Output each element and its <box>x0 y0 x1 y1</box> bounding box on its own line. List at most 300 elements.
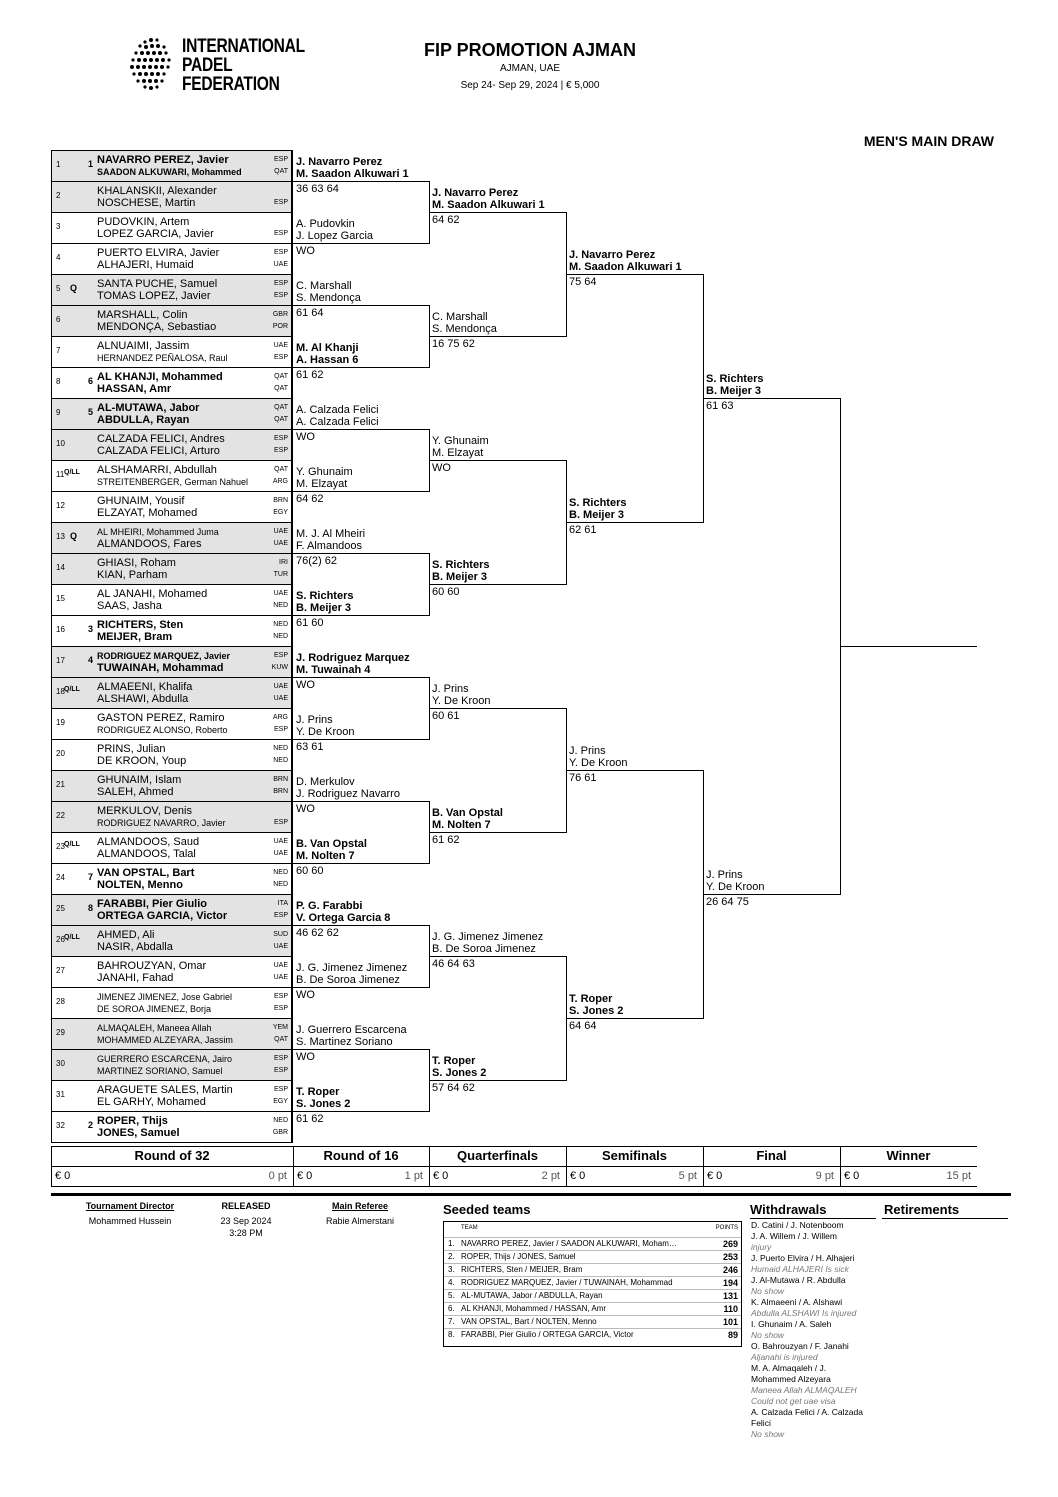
nation-one: UAE <box>273 528 288 535</box>
seed-points: 131 <box>722 1291 738 1301</box>
seed-team: ROPER, Thijs / JONES, Samuel <box>461 1252 576 1261</box>
player-two: RODRIGUEZ ALONSO, Roberto <box>97 725 228 735</box>
round-points: 1 pt <box>404 1170 423 1182</box>
winner-player-two: Y. De Kroon <box>432 695 491 707</box>
winner-player-two: A. Hassan 6 <box>296 354 359 366</box>
logo-line: INTERNATIONAL <box>182 36 305 57</box>
nation-two: ESP <box>273 199 288 206</box>
nation-two: GBR <box>272 1129 288 1136</box>
withdrawal-line: Mohammed Alzeyara <box>751 1374 831 1384</box>
round-points: 9 pt <box>815 1170 834 1182</box>
winner-player-two: M. Tuwainah 4 <box>296 664 371 676</box>
entry-seed: 4 <box>88 655 94 665</box>
winner-player-one: J. Guerrero Escarcena <box>296 1024 407 1036</box>
entry-number: 23 <box>56 842 65 851</box>
entry-number: 2 <box>56 191 61 200</box>
nation-one: QAT <box>274 404 288 411</box>
player-one: PUERTO ELVIRA, Javier <box>97 247 220 259</box>
entry-number: 22 <box>56 811 65 820</box>
winner-player-one: S. Richters <box>432 559 490 571</box>
winner-player-two: V. Ortega Garcia 8 <box>296 912 391 924</box>
nation-one: ESP <box>273 652 288 659</box>
match-score: 62 61 <box>569 524 597 536</box>
player-two: DE KROON, Youp <box>97 755 187 767</box>
seeded-title: Seeded teams <box>443 1202 531 1217</box>
withdrawal-line: K. Almaeeni / A. Alshawi <box>751 1297 843 1307</box>
player-two: ALHAJERI, Humaid <box>97 259 194 271</box>
entry-number: 25 <box>56 904 65 913</box>
player-one: ALSHAMARRI, Abdullah <box>97 464 217 476</box>
seed-team: NAVARRO PEREZ, Javier / SAADON ALKUWARI, Moham… <box>461 1239 677 1248</box>
fip-logo-icon <box>128 34 174 94</box>
winner-player-one: S. Richters <box>706 373 764 385</box>
draw-entry <box>51 987 292 1018</box>
player-one: BAHROUZYAN, Omar <box>97 960 207 972</box>
winner-player-two: S. Mendonça <box>296 292 361 304</box>
nation-one: NED <box>273 745 288 752</box>
round-prize: € 0 <box>570 1170 586 1182</box>
fip-logo <box>128 34 305 95</box>
winner-player-two: F. Almandoos <box>296 540 363 552</box>
winner-player-one: B. Van Opstal <box>432 807 503 819</box>
draw-entry <box>51 739 292 770</box>
entry-number: 24 <box>56 873 65 882</box>
director-name: Mohammed Hussein <box>88 1216 172 1226</box>
withdrawal-line: A. Calzada Felici / A. Calzada <box>751 1407 863 1417</box>
round-points: 15 pt <box>946 1170 971 1182</box>
winner-player-one: J. Prins <box>296 714 333 726</box>
player-two: NOSCHESE, Martin <box>97 197 196 209</box>
player-two: JONES, Samuel <box>97 1127 180 1139</box>
winner-player-one: T. Roper <box>432 1055 476 1067</box>
player-two: STREITENBERGER, German Nahuel <box>97 477 249 487</box>
nation-one: UAE <box>273 683 288 690</box>
player-two: TOMAS LOPEZ, Javier <box>97 290 211 302</box>
withdrawal-line: No show <box>751 1286 785 1296</box>
player-one: MARSHALL, Colin <box>97 309 188 321</box>
draw-entry <box>51 1018 292 1049</box>
withdrawal-line: injury <box>751 1242 772 1252</box>
withdrawal-line: Abdulla ALSHAWI Is injured <box>751 1308 857 1318</box>
player-one: GUERRERO ESCARCENA, Jairo <box>97 1054 233 1064</box>
withdrawal-line: J. Puerto Elvira / H. Alhajeri <box>751 1253 855 1263</box>
winner-player-one: J. Prins <box>706 869 743 881</box>
winner-player-one: T. Roper <box>569 993 613 1005</box>
player-one: ARAGUETE SALES, Martin <box>97 1084 233 1096</box>
nation-one: SUD <box>273 931 288 938</box>
draw-entry <box>51 1049 292 1080</box>
seed-team: VAN OPSTAL, Bart / NOLTEN, Menno <box>461 1317 597 1326</box>
winner-player-one: M. Al Khanji <box>296 342 359 354</box>
withdrawal-line: O. Bahrouzyan / F. Janahi <box>751 1341 849 1351</box>
released-date: 23 Sep 2024 <box>220 1216 272 1226</box>
match-score: 57 64 62 <box>432 1082 475 1094</box>
entry-seed: Q/LL <box>64 469 80 476</box>
winner-player-one: P. G. Farabbi <box>296 900 363 912</box>
entry-number: 29 <box>56 1028 65 1037</box>
player-two: MEIJER, Bram <box>97 631 173 643</box>
nation-two: ESP <box>273 912 288 919</box>
winner-player-one: C. Marshall <box>432 311 488 323</box>
player-two: EL GARHY, Mohamed <box>97 1096 206 1108</box>
seed-team: AL-MUTAWA, Jabor / ABDULLA, Rayan <box>461 1291 603 1300</box>
round-prize: € 0 <box>297 1170 313 1182</box>
player-two: ALSHAWI, Abdulla <box>97 693 189 705</box>
match-score: 61 60 <box>296 617 324 629</box>
nation-two: ESP <box>273 819 288 826</box>
nation-one: YEM <box>272 1024 288 1031</box>
winner-player-one: Y. Ghunaim <box>432 435 489 447</box>
player-one: AL-MUTAWA, Jabor <box>97 402 200 414</box>
nation-one: ESP <box>273 1055 288 1062</box>
winner-player-two: M. Saadon Alkuwari 1 <box>569 261 682 273</box>
nation-one: ESP <box>273 993 288 1000</box>
match-score: 26 64 75 <box>706 896 749 908</box>
nation-one: IRI <box>279 559 288 566</box>
match-score: WO <box>296 245 315 257</box>
winner-player-two: B. De Soroa Jimenez <box>432 943 536 955</box>
withdrawal-line: No show <box>751 1330 785 1340</box>
winner-player-two: M. Nolten 7 <box>432 819 491 831</box>
entry-number: 15 <box>56 594 65 603</box>
winner-player-two: S. Martinez Soriano <box>296 1036 393 1048</box>
nation-two: NED <box>273 881 288 888</box>
draw-entry <box>51 801 292 832</box>
player-one: GASTON PEREZ, Ramiro <box>97 712 225 724</box>
nation-two: QAT <box>274 1036 288 1043</box>
winner-player-two: M. Saadon Alkuwari 1 <box>432 199 545 211</box>
withdrawal-line: J. Al-Mutawa / R. Abdulla <box>751 1275 846 1285</box>
winner-player-two: S. Jones 2 <box>569 1005 624 1017</box>
player-one: PRINS, Julian <box>97 743 166 755</box>
player-two: RODRIGUEZ NAVARRO, Javier <box>97 818 226 828</box>
round-prize: € 0 <box>55 1170 71 1182</box>
match-score: 60 61 <box>432 710 460 722</box>
entry-number: 3 <box>56 222 61 231</box>
player-two: SALEH, Ahmed <box>97 786 174 798</box>
player-two: CALZADA FELICI, Arturo <box>97 445 220 457</box>
tournament-title: FIP PROMOTION AJMAN <box>423 40 636 60</box>
nation-two: NED <box>273 602 288 609</box>
winner-player-two: B. Meijer 3 <box>432 571 488 583</box>
entry-number: 13 <box>56 532 65 541</box>
entry-number: 7 <box>56 346 61 355</box>
winner-player-two: J. Rodriguez Navarro <box>296 788 400 800</box>
winner-player-one: J. Prins <box>432 683 469 695</box>
entry-number: 6 <box>56 315 61 324</box>
nation-two: ESP <box>273 1005 288 1012</box>
player-two: MARTINEZ SORIANO, Samuel <box>97 1066 223 1076</box>
entry-number: 1 <box>56 160 61 169</box>
winner-player-two: Y. De Kroon <box>569 757 628 769</box>
nation-one: ESP <box>273 1086 288 1093</box>
winner-player-one: A. Calzada Felici <box>296 404 379 416</box>
nation-two: QAT <box>274 168 288 175</box>
winner-player-two: M. Elzayat <box>432 447 484 459</box>
draw-entry <box>51 491 292 522</box>
seed-points: 269 <box>722 1239 738 1249</box>
entry-seed: 7 <box>88 872 94 882</box>
draw-entry <box>51 832 292 863</box>
player-two: NOLTEN, Menno <box>97 879 183 891</box>
player-two: SAAS, Jasha <box>97 600 162 612</box>
draw-entry <box>51 305 292 336</box>
player-one: SANTA PUCHE, Samuel <box>97 278 218 290</box>
match-score: 61 62 <box>296 369 324 381</box>
match-score: 64 62 <box>296 493 324 505</box>
match-score: WO <box>296 1051 315 1063</box>
seed-rank: 6. <box>448 1304 455 1313</box>
round-name: Round of 16 <box>323 1148 399 1163</box>
draw-entry <box>51 181 292 212</box>
nation-two: ESP <box>273 230 288 237</box>
match-score: WO <box>296 989 315 1001</box>
nation-one: UAE <box>273 962 288 969</box>
match-score: 64 62 <box>432 214 460 226</box>
entry-number: 11 <box>56 470 65 479</box>
player-one: MERKULOV, Denis <box>97 805 192 817</box>
nation-two: ESP <box>273 726 288 733</box>
match-score: 61 62 <box>296 1113 324 1125</box>
match-score: 61 64 <box>296 307 324 319</box>
entry-seed: 2 <box>88 1120 94 1130</box>
entry-seed: 8 <box>88 903 94 913</box>
round-prize: € 0 <box>707 1170 723 1182</box>
entry-number: 18 <box>56 687 65 696</box>
winner-player-two: M. Saadon Alkuwari 1 <box>296 168 409 180</box>
referee-label: Main Referee <box>331 1201 389 1211</box>
entry-number: 19 <box>56 718 65 727</box>
winner-player-two: S. Jones 2 <box>296 1098 351 1110</box>
winner-player-two: B. Meijer 3 <box>569 509 625 521</box>
draw-title: MEN'S MAIN DRAW <box>863 133 994 149</box>
winner-player-two: B. Meijer 3 <box>706 385 762 397</box>
player-one: AL KHANJI, Mohammed <box>97 371 223 383</box>
player-one: AL JANAHI, Mohamed <box>97 588 208 600</box>
winner-player-two: Y. De Kroon <box>706 881 765 893</box>
seed-rank: 7. <box>448 1317 455 1326</box>
player-two: NASIR, Abdalla <box>97 941 173 953</box>
nation-two: NED <box>273 633 288 640</box>
entry-number: 30 <box>56 1059 65 1068</box>
logo-line: FEDERATION <box>182 74 280 95</box>
winner-player-one: A. Pudovkin <box>296 218 355 230</box>
player-one: CALZADA FELICI, Andres <box>97 433 225 445</box>
match-score: WO <box>296 803 315 815</box>
draw-entry <box>51 615 292 646</box>
nation-one: BRN <box>273 776 288 783</box>
player-one: PUDOVKIN, Artem <box>97 216 190 228</box>
winner-player-two: J. Lopez Garcia <box>296 230 374 242</box>
match-score: WO <box>296 431 315 443</box>
released-time: 3:28 PM <box>229 1228 263 1238</box>
player-two: DE SOROA JIMENEZ, Borja <box>97 1004 212 1014</box>
player-two: HERNANDEZ PEÑALOSA, Raul <box>97 353 228 363</box>
nation-one: ESP <box>273 435 288 442</box>
draw-entry <box>51 522 292 553</box>
nation-one: NED <box>273 869 288 876</box>
player-two: ABDULLA, Rayan <box>97 414 190 426</box>
released-label: RELEASED <box>221 1201 271 1211</box>
entry-number: 4 <box>56 253 61 262</box>
winner-player-two: M. Elzayat <box>296 478 348 490</box>
match-score: 76(2) 62 <box>296 555 337 567</box>
player-one: ALMANDOOS, Saud <box>97 836 200 848</box>
director-label: Tournament Director <box>85 1201 175 1211</box>
match-score: 60 60 <box>296 865 324 877</box>
nation-two: QAT <box>274 416 288 423</box>
entry-seed: Q <box>70 531 78 541</box>
player-one: KHALANSKII, Alexander <box>97 185 217 197</box>
nation-one: UAE <box>273 590 288 597</box>
player-one: ROPER, Thijs <box>97 1115 168 1127</box>
match-score: WO <box>296 679 315 691</box>
seed-points: 246 <box>722 1265 738 1275</box>
entry-number: 31 <box>56 1090 65 1099</box>
nation-two: UAE <box>273 974 288 981</box>
player-one: ALMAQALEH, Maneea Allah <box>97 1023 212 1033</box>
entry-seed: 1 <box>88 159 94 169</box>
seed-rank: 4. <box>448 1278 455 1287</box>
round-name: Round of 32 <box>134 1148 210 1163</box>
player-two: JANAHI, Fahad <box>97 972 174 984</box>
tournament-location: AJMAN, UAE <box>499 63 560 74</box>
entry-number: 20 <box>56 749 65 758</box>
player-one: FARABBI, Pier Giulio <box>97 898 208 910</box>
draw-entry <box>51 336 292 367</box>
winner-player-one: J. Rodriguez Marquez <box>296 652 410 664</box>
nation-two: ESP <box>273 1067 288 1074</box>
nation-one: NED <box>273 621 288 628</box>
draw-entry <box>51 925 292 956</box>
winner-player-one: J. Prins <box>569 745 606 757</box>
round-points: 2 pt <box>541 1170 560 1182</box>
draw-entry <box>51 460 292 491</box>
draw-entry <box>51 956 292 987</box>
nation-one: UAE <box>273 838 288 845</box>
round-points: 5 pt <box>678 1170 697 1182</box>
nation-one: ESP <box>273 280 288 287</box>
entry-seed: Q/LL <box>64 686 80 693</box>
withdrawal-line: Felici <box>751 1418 771 1428</box>
seed-points: 101 <box>722 1317 738 1327</box>
entry-seed: 5 <box>88 407 94 417</box>
seed-points: 110 <box>723 1304 738 1314</box>
seeded-team-header: TEAM <box>461 1225 478 1231</box>
player-one: ALMAEENI, Khalifa <box>97 681 193 693</box>
entry-number: 12 <box>56 501 65 510</box>
winner-player-one: J. G. Jimenez Jimenez <box>296 962 408 974</box>
logo-line: PADEL <box>182 55 233 76</box>
withdrawals-list <box>751 1220 877 1440</box>
draw-entry <box>51 894 292 925</box>
player-two: HASSAN, Amr <box>97 383 172 395</box>
seed-rank: 2. <box>448 1252 455 1261</box>
nation-two: QAT <box>274 385 288 392</box>
match-score: 76 61 <box>569 772 597 784</box>
retirements-title: Retirements <box>884 1202 960 1217</box>
nation-one: ESP <box>273 249 288 256</box>
player-two: ELZAYAT, Mohamed <box>97 507 198 519</box>
round-prize: € 0 <box>844 1170 860 1182</box>
winner-player-one: J. Navarro Perez <box>432 187 519 199</box>
nation-one: ARG <box>272 714 288 721</box>
match-score: 61 62 <box>432 834 460 846</box>
draw-entry <box>51 646 292 677</box>
round-name: Semifinals <box>601 1148 668 1163</box>
nation-one: BRN <box>273 497 288 504</box>
player-one: AHMED, Ali <box>97 929 155 941</box>
nation-two: KUW <box>271 664 288 671</box>
draw-entry <box>51 429 292 460</box>
nation-one: UAE <box>273 342 288 349</box>
nation-two: TUR <box>273 571 288 578</box>
match-score: 60 60 <box>432 586 460 598</box>
seeded-table <box>443 1221 742 1347</box>
nation-two: UAE <box>273 850 288 857</box>
entry-number: 26 <box>56 935 65 944</box>
seed-team: AL KHANJI, Mohammed / HASSAN, Amr <box>461 1304 607 1313</box>
match-score: WO <box>432 462 451 474</box>
player-two: TUWAINAH, Mohammad <box>97 662 224 674</box>
round-prize: € 0 <box>433 1170 449 1182</box>
round-name: Quarterfinals <box>457 1148 538 1163</box>
player-one: GHUNAIM, Islam <box>97 774 182 786</box>
tournament-dates: Sep 24- Sep 29, 2024 | € 5,000 <box>460 80 600 91</box>
nation-two: UAE <box>273 943 288 950</box>
winner-player-one: C. Marshall <box>296 280 352 292</box>
entry-number: 8 <box>56 377 61 386</box>
winner-player-one: T. Roper <box>296 1086 340 1098</box>
referee-name: Rabie Almerstani <box>325 1216 395 1226</box>
seeded-points-header: POINTS <box>715 1225 738 1231</box>
entry-number: 14 <box>56 563 65 572</box>
player-two: KIAN, Parham <box>97 569 168 581</box>
match-score: 16 75 62 <box>432 338 475 350</box>
nation-two: UAE <box>273 540 288 547</box>
player-one: GHIASI, Roham <box>97 557 176 569</box>
winner-player-one: J. G. Jimenez Jimenez <box>432 931 544 943</box>
player-two: MENDONÇA, Sebastiao <box>97 321 217 333</box>
match-score: 36 63 64 <box>296 183 339 195</box>
entry-number: 32 <box>56 1121 65 1130</box>
winner-player-one: S. Richters <box>296 590 354 602</box>
draw-entry <box>51 212 292 243</box>
draw-entry <box>51 708 292 739</box>
winner-player-one: S. Richters <box>569 497 627 509</box>
winner-player-two: S. Jones 2 <box>432 1067 487 1079</box>
seed-rank: 1. <box>448 1239 455 1248</box>
seed-team: RODRIGUEZ MARQUEZ, Javier / TUWAINAH, Mohammad <box>461 1278 673 1287</box>
nation-two: UAE <box>273 261 288 268</box>
winner-player-one: B. Van Opstal <box>296 838 367 850</box>
nation-two: NED <box>273 757 288 764</box>
round-name: Winner <box>886 1148 931 1163</box>
player-one: GHUNAIM, Yousif <box>97 495 185 507</box>
withdrawal-line: J. A. Willem / J. Willem <box>751 1231 837 1241</box>
draw-entry <box>51 1080 292 1111</box>
winner-player-two: M. Nolten 7 <box>296 850 355 862</box>
seed-points: 253 <box>722 1252 738 1262</box>
winner-player-two: B. De Soroa Jimenez <box>296 974 400 986</box>
winner-player-two: Y. De Kroon <box>296 726 355 738</box>
entry-seed: 3 <box>88 624 94 634</box>
entry-seed: 6 <box>88 376 94 386</box>
withdrawal-line: Aljanahi is injured <box>751 1352 818 1362</box>
player-one: ALNUAIMI, Jassim <box>97 340 190 352</box>
entry-number: 5 <box>56 284 61 293</box>
nation-one: QAT <box>274 373 288 380</box>
